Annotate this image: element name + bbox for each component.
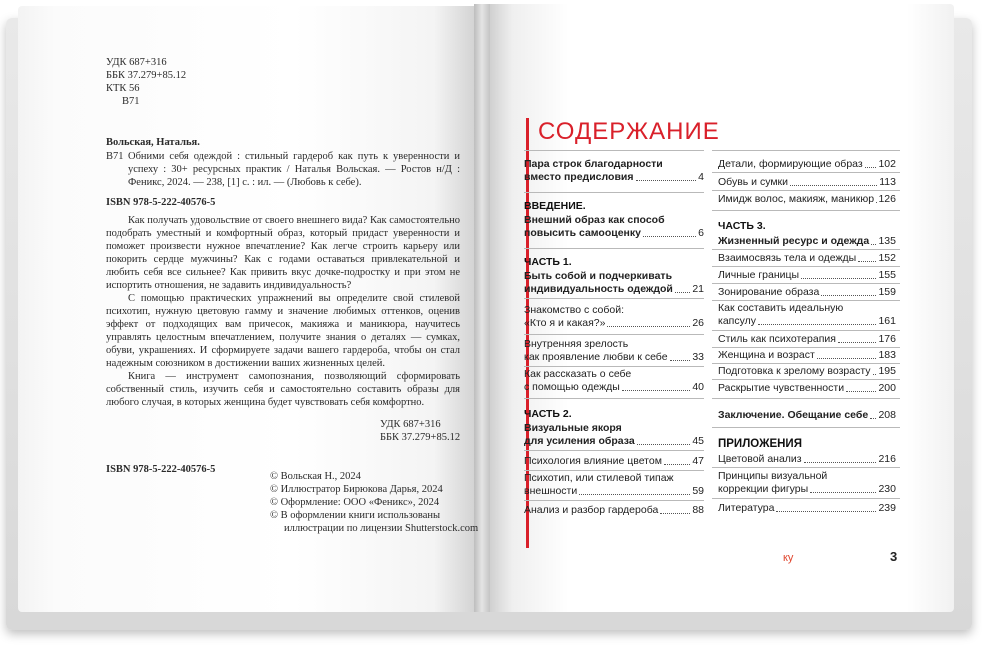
toc-entry-title: Психология влияние цветом — [524, 455, 662, 467]
toc-entry-line: Как рассказать о себе — [524, 368, 632, 380]
toc-page-number: 155 — [878, 269, 896, 281]
toc-page-number: 135 — [878, 235, 896, 247]
toc-entry-line: Внешний образ как способ — [524, 214, 665, 226]
copyright-block — [270, 470, 478, 535]
divider — [712, 467, 900, 468]
toc-entry[interactable] — [718, 365, 896, 378]
annotation-paragraph: Как получать удовольствие от своего внешнего вида? Как самостоятельно подобрать уместный и комфортный образ, который придаст уверенности и поможет произвести нужное впечатление? Как легче строить карьеру или покорить сердце мужчины? Как с годами оставаться привлекательной и любить себя все сильнее? Как привить вкус дочке-подростку и при этом не испортить отношения, не задавить индивидуальность? — [106, 215, 460, 291]
biblio-text: Обними себя одеждой : стильный гардероб как путь к уверенности и успеху : 30+ ресурсных практик / Наталья Вольская. — Ростов н/Д : Феникс, 2024. — 238, [1] с. : ил. — (Любовь к себе). — [128, 151, 460, 188]
toc-entry[interactable] — [524, 304, 704, 330]
leader-dots — [817, 349, 877, 359]
divider — [712, 347, 900, 348]
toc-entry-title: капсулу — [718, 315, 756, 327]
divider — [712, 150, 900, 151]
isbn-top: ISBN 978-5-222-40576-5 — [106, 197, 216, 208]
toc-entry-title: Заключение. Обещание себе — [718, 409, 869, 421]
toc-page-number: 152 — [878, 252, 896, 264]
toc-entry-line: Визуальные якоря — [524, 422, 622, 434]
toc-entry-title: «Кто я и какая?» — [524, 317, 606, 329]
divider — [712, 172, 900, 173]
bbk-line: ББК 37.279+85.12 — [380, 432, 461, 443]
udk-line: УДК 687+316 — [106, 57, 167, 68]
udk-line: УДК 687+316 — [380, 419, 441, 430]
toc-entry-title: коррекции фигуры — [718, 483, 809, 495]
toc-page-number: 59 — [692, 485, 704, 497]
toc-entry[interactable] — [524, 455, 704, 468]
toc-page-number: 4 — [698, 171, 704, 183]
toc-entry-title: Подготовка к зрелому возрасту — [718, 365, 871, 377]
toc-entry-title: индивидуальность одеждой — [524, 283, 673, 295]
toc-entry[interactable] — [524, 214, 704, 240]
toc-entry-title: Анализ и разбор гардероба — [524, 504, 659, 516]
toc-page-number: 33 — [692, 351, 704, 363]
publisher-mark: ку — [783, 552, 794, 564]
toc-page-number: 239 — [878, 502, 896, 514]
toc-entry[interactable] — [524, 270, 704, 296]
toc-page-number: 159 — [878, 286, 896, 298]
udk-block-top — [106, 56, 186, 108]
divider — [712, 398, 900, 399]
toc-entry-title: как проявление любви к себе — [524, 351, 668, 363]
toc-entry-title: Обувь и сумки — [718, 176, 789, 188]
divider — [712, 210, 900, 211]
divider — [524, 470, 704, 471]
divider — [712, 300, 900, 301]
leader-dots — [579, 485, 690, 495]
contents-title: СОДЕРЖАНИЕ — [538, 118, 720, 145]
divider — [524, 150, 704, 151]
toc-page-number: 183 — [878, 349, 896, 361]
leader-dots — [790, 176, 877, 186]
toc-page-number: 6 — [698, 227, 704, 239]
leader-dots — [873, 365, 877, 375]
toc-page-number: 47 — [692, 455, 704, 467]
toc-page-number: 126 — [878, 193, 896, 205]
toc-entry[interactable] — [524, 472, 704, 498]
isbn-bottom: ISBN 978-5-222-40576-5 — [106, 464, 216, 475]
copyright-line: © Оформление: ООО «Феникс», 2024 — [270, 497, 440, 508]
toc-entry-line: Внутренняя зрелость — [524, 338, 629, 350]
toc-entry[interactable] — [718, 235, 896, 248]
toc-entry[interactable] — [718, 409, 896, 422]
divider — [712, 379, 900, 380]
bbk-line: ББК 37.279+85.12 — [106, 70, 187, 81]
toc-entry-title: Взаимосвязь тела и одежды — [718, 252, 857, 264]
toc-page-number: 40 — [692, 381, 704, 393]
toc-entry-line: Быть собой и подчеркивать — [524, 270, 673, 282]
toc-entry[interactable] — [718, 269, 896, 282]
leader-dots — [643, 227, 696, 237]
divider — [712, 498, 900, 499]
toc-entry[interactable] — [524, 422, 704, 448]
toc-entry-title: Цветовой анализ — [718, 453, 802, 465]
toc-entry[interactable] — [718, 176, 896, 189]
divider — [712, 249, 900, 250]
toc-entry-title: для усиления образа — [524, 435, 635, 447]
toc-page-number: 113 — [879, 176, 896, 188]
toc-page-number: 216 — [878, 453, 896, 465]
leader-dots — [838, 333, 877, 343]
divider — [524, 366, 704, 367]
toc-entry-title: Имидж волос, макияж, маникюр — [718, 193, 875, 205]
section-heading: ВВЕДЕНИЕ. — [524, 200, 586, 212]
toc-page-number: 195 — [878, 365, 896, 377]
toc-page-number: 230 — [878, 483, 896, 495]
divider — [712, 283, 900, 284]
toc-entry-title: Зонирование образа — [718, 286, 820, 298]
toc-entry[interactable] — [718, 382, 896, 395]
annotation-paragraph: С помощью практических упражнений вы определите свой стилевой психотип, нужную цветовую гамму и значение любимых оттенков, оценив эффект от подходящих вам причесок, макияжа и маникюра, научитесь управлять целостным впечатлением, получите знания о деталях — сумках, обуви, украшениях. И сформируете задачи вашего гардероба, чтобы он стал надежным союзником в достижении ваших жизненных целей. — [106, 293, 460, 369]
toc-entry[interactable] — [718, 193, 896, 206]
divider — [712, 266, 900, 267]
leader-dots — [776, 502, 876, 512]
divider — [524, 334, 704, 335]
toc-entry[interactable] — [524, 338, 704, 364]
leader-dots — [846, 382, 876, 392]
toc-entry-title: Жизненный ресурс и одежда — [718, 235, 870, 247]
leader-dots — [804, 453, 877, 463]
toc-page-number: 200 — [878, 382, 896, 394]
leader-dots — [637, 435, 691, 445]
toc-entry-line: Знакомство с собой: — [524, 304, 625, 316]
toc-entry[interactable] — [524, 504, 704, 517]
leader-dots — [810, 483, 876, 493]
toc-entry[interactable] — [718, 349, 896, 362]
leader-dots — [660, 504, 690, 514]
toc-page-number: 161 — [878, 315, 896, 327]
toc-page-number: 176 — [878, 333, 896, 345]
divider — [712, 427, 900, 428]
divider — [524, 248, 704, 249]
toc-entry-title: Стиль как психотерапия — [718, 333, 836, 345]
toc-entry-line: Как составить идеальную — [718, 302, 844, 314]
section-heading: ЧАСТЬ 2. — [524, 408, 572, 420]
section-heading: ПРИЛОЖЕНИЯ — [718, 438, 802, 450]
udk-block-bottom — [380, 418, 460, 444]
toc-entry-title: Женщина и возраст — [718, 349, 815, 361]
toc-entry-line: Принципы визуальной — [718, 470, 828, 482]
divider — [524, 500, 704, 501]
toc-entry-title: Детали, формирующие образ — [718, 158, 863, 170]
toc-entry-title: повысить самооценку — [524, 227, 641, 239]
page-number: 3 — [890, 549, 898, 564]
toc-entry-title: вместо предисловия — [524, 171, 634, 183]
divider — [524, 450, 704, 451]
toc-page-number: 88 — [692, 504, 704, 516]
copyright-line: иллюстрации по лицензии Shutterstock.com — [284, 523, 479, 534]
ktk-line: КТК 56 — [106, 83, 140, 94]
leader-dots — [870, 409, 876, 419]
leader-dots — [675, 283, 690, 293]
leader-dots — [664, 455, 690, 465]
author-name: Вольская, Наталья. — [106, 137, 200, 148]
divider — [712, 363, 900, 364]
toc-entry[interactable] — [718, 333, 896, 346]
divider — [712, 330, 900, 331]
leader-dots — [865, 158, 877, 168]
toc-entry[interactable] — [718, 470, 896, 496]
toc-entry[interactable] — [718, 286, 896, 299]
toc-entry[interactable] — [718, 453, 896, 466]
toc-entry-title: Личные границы — [718, 269, 800, 281]
leader-dots — [821, 286, 876, 296]
toc-page-number: 21 — [692, 283, 704, 295]
copyright-line: © В оформлении книги использованы — [270, 510, 441, 521]
toc-page-number: 26 — [692, 317, 704, 329]
divider — [524, 298, 704, 299]
author-mark: В71 — [122, 96, 140, 107]
annotation-paragraph: Книга — инструмент самопознания, позволяющий сформировать собственный стиль, изучить себя и самостоятельно составить образы для любого случая, в которых женщина будет чувствовать себя комфортно. — [106, 371, 460, 408]
leader-dots — [636, 171, 697, 181]
leader-dots — [801, 269, 876, 279]
toc-entry[interactable] — [718, 158, 896, 171]
toc-entry[interactable] — [524, 158, 704, 184]
leader-dots — [858, 252, 876, 262]
toc-page-number: 45 — [692, 435, 704, 447]
leader-dots — [871, 235, 876, 245]
toc-entry-title: Литература — [718, 502, 775, 514]
copyright-line: © Вольская Н., 2024 — [270, 471, 361, 482]
leader-dots — [622, 381, 691, 391]
toc-entry-title: с помощью одежды — [524, 381, 620, 393]
leader-dots — [758, 315, 876, 325]
toc-entry[interactable] — [718, 302, 896, 328]
leader-dots — [670, 351, 691, 361]
toc-page-number: 102 — [878, 158, 896, 170]
section-heading: ЧАСТЬ 1. — [524, 256, 572, 268]
leader-dots — [607, 317, 690, 327]
annotation — [106, 214, 460, 409]
toc-page-number: 208 — [878, 409, 896, 421]
toc-entry-line: Пара строк благодарности — [524, 158, 663, 170]
biblio-code: В71 — [106, 151, 124, 162]
divider — [524, 192, 704, 193]
toc-entry[interactable] — [524, 368, 704, 394]
toc-entry-title: внешности — [524, 485, 578, 497]
copyright-line: © Иллюстратор Бирюкова Дарья, 2024 — [270, 484, 443, 495]
section-heading: ЧАСТЬ 3. — [718, 220, 766, 232]
divider — [712, 190, 900, 191]
toc-entry[interactable] — [718, 252, 896, 265]
bibliographic-record — [106, 150, 460, 189]
toc-entry[interactable] — [718, 502, 896, 515]
divider — [524, 398, 704, 399]
toc-entry-title: Раскрытие чувственности — [718, 382, 845, 394]
toc-entry-line: Психотип, или стилевой типаж — [524, 472, 674, 484]
